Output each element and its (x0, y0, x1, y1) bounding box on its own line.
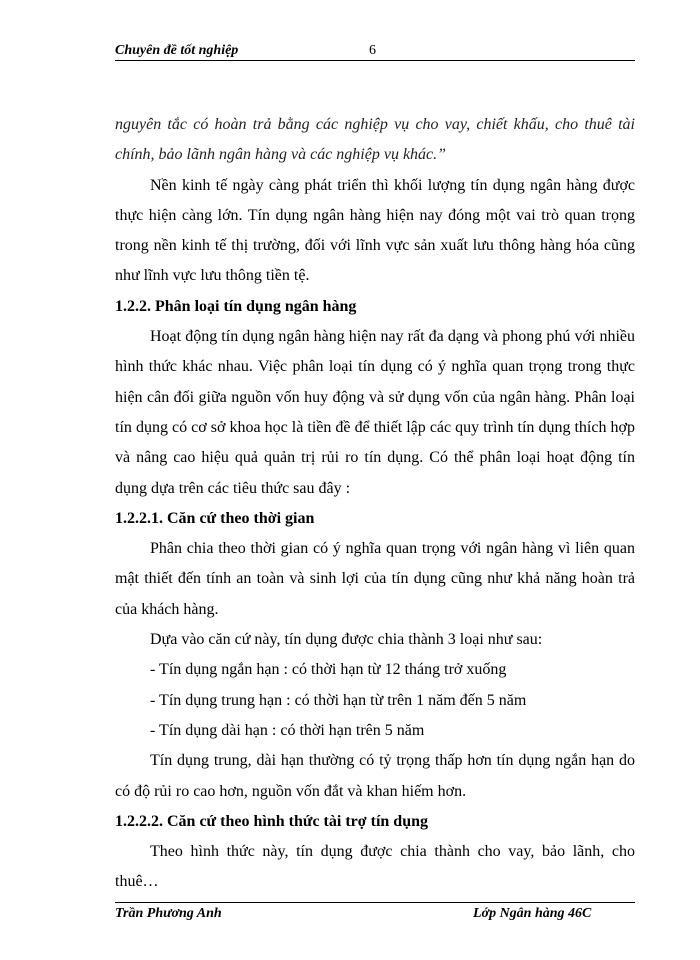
subsection-heading: 1.2.2.1. Căn cứ theo thời gian (115, 509, 315, 527)
page-body (115, 110, 635, 898)
quote-paragraph: nguyên tắc có hoàn trả bằng các nghiệp vụ cho vay, chiết khấu, cho thuê tài chính, bảo lãnh ngân hàng và các nghiệp vụ khác.” (115, 116, 635, 164)
list-item: - Tín dụng trung hạn : có thời hạn từ trên 1 năm đến 5 năm (150, 691, 527, 709)
subsection-heading: 1.2.2.2. Căn cứ theo hình thức tài trợ tín dụng (115, 812, 428, 830)
footer-class: Lớp Ngân hàng 46C (473, 906, 592, 921)
page-footer (115, 902, 635, 921)
header-title: Chuyên đề tốt nghiệp (115, 43, 239, 58)
page-number: 6 (369, 43, 376, 58)
list-item: - Tín dụng dài hạn : có thời hạn trên 5 năm (150, 721, 425, 739)
paragraph: Dựa vào căn cứ này, tín dụng được chia thành 3 loại như sau: (150, 631, 543, 649)
footer-author: Trần Phương Anh (115, 906, 222, 921)
paragraph: Tín dụng trung, dài hạn thường có tỷ trọng thấp hơn tín dụng ngắn hạn do có độ rủi ro cao hơn, nguồn vốn đắt và khan hiếm hơn. (115, 752, 635, 800)
paragraph: Nền kinh tế ngày càng phát triển thì khối lượng tín dụng ngân hàng được thực hiện càng lớn. Tín dụng ngân hàng hiện nay đóng một vai trò quan trọng trong nền kinh tế thị trường, đối với lĩnh vực sản xuất lưu thông hàng hóa cũng như lĩnh vực lưu thông tiền tệ. (115, 176, 635, 285)
list-item: - Tín dụng ngắn hạn : có thời hạn từ 12 tháng trở xuống (150, 661, 507, 679)
paragraph: Hoạt động tín dụng ngân hàng hiện nay rất đa dạng và phong phú với nhiều hình thức khác nhau. Việc phân loại tín dụng có ý nghĩa quan trọng trong thực hiện cân đối giữa nguồn vốn huy động và sử dụng vốn của ngân hàng. Phân loại tín dụng có cơ sở khoa học là tiền đề để thiết lập các quy trình tín dụng thích hợp và nâng cao hiệu quả quản trị rủi ro tín dụng. Có thể phân loại hoạt động tín dụng dựa trên các tiêu thức sau đây : (115, 328, 635, 497)
paragraph: Theo hình thức này, tín dụng được chia thành cho vay, bảo lãnh, cho thuê… (115, 843, 635, 891)
page-header (115, 40, 635, 61)
section-heading: 1.2.2. Phân loại tín dụng ngân hàng (115, 297, 357, 315)
paragraph: Phân chia theo thời gian có ý nghĩa quan trọng với ngân hàng vì liên quan mật thiết đến tính an toàn và sinh lợi của tín dụng cũng như khả năng hoàn trả của khách hàng. (115, 540, 635, 618)
